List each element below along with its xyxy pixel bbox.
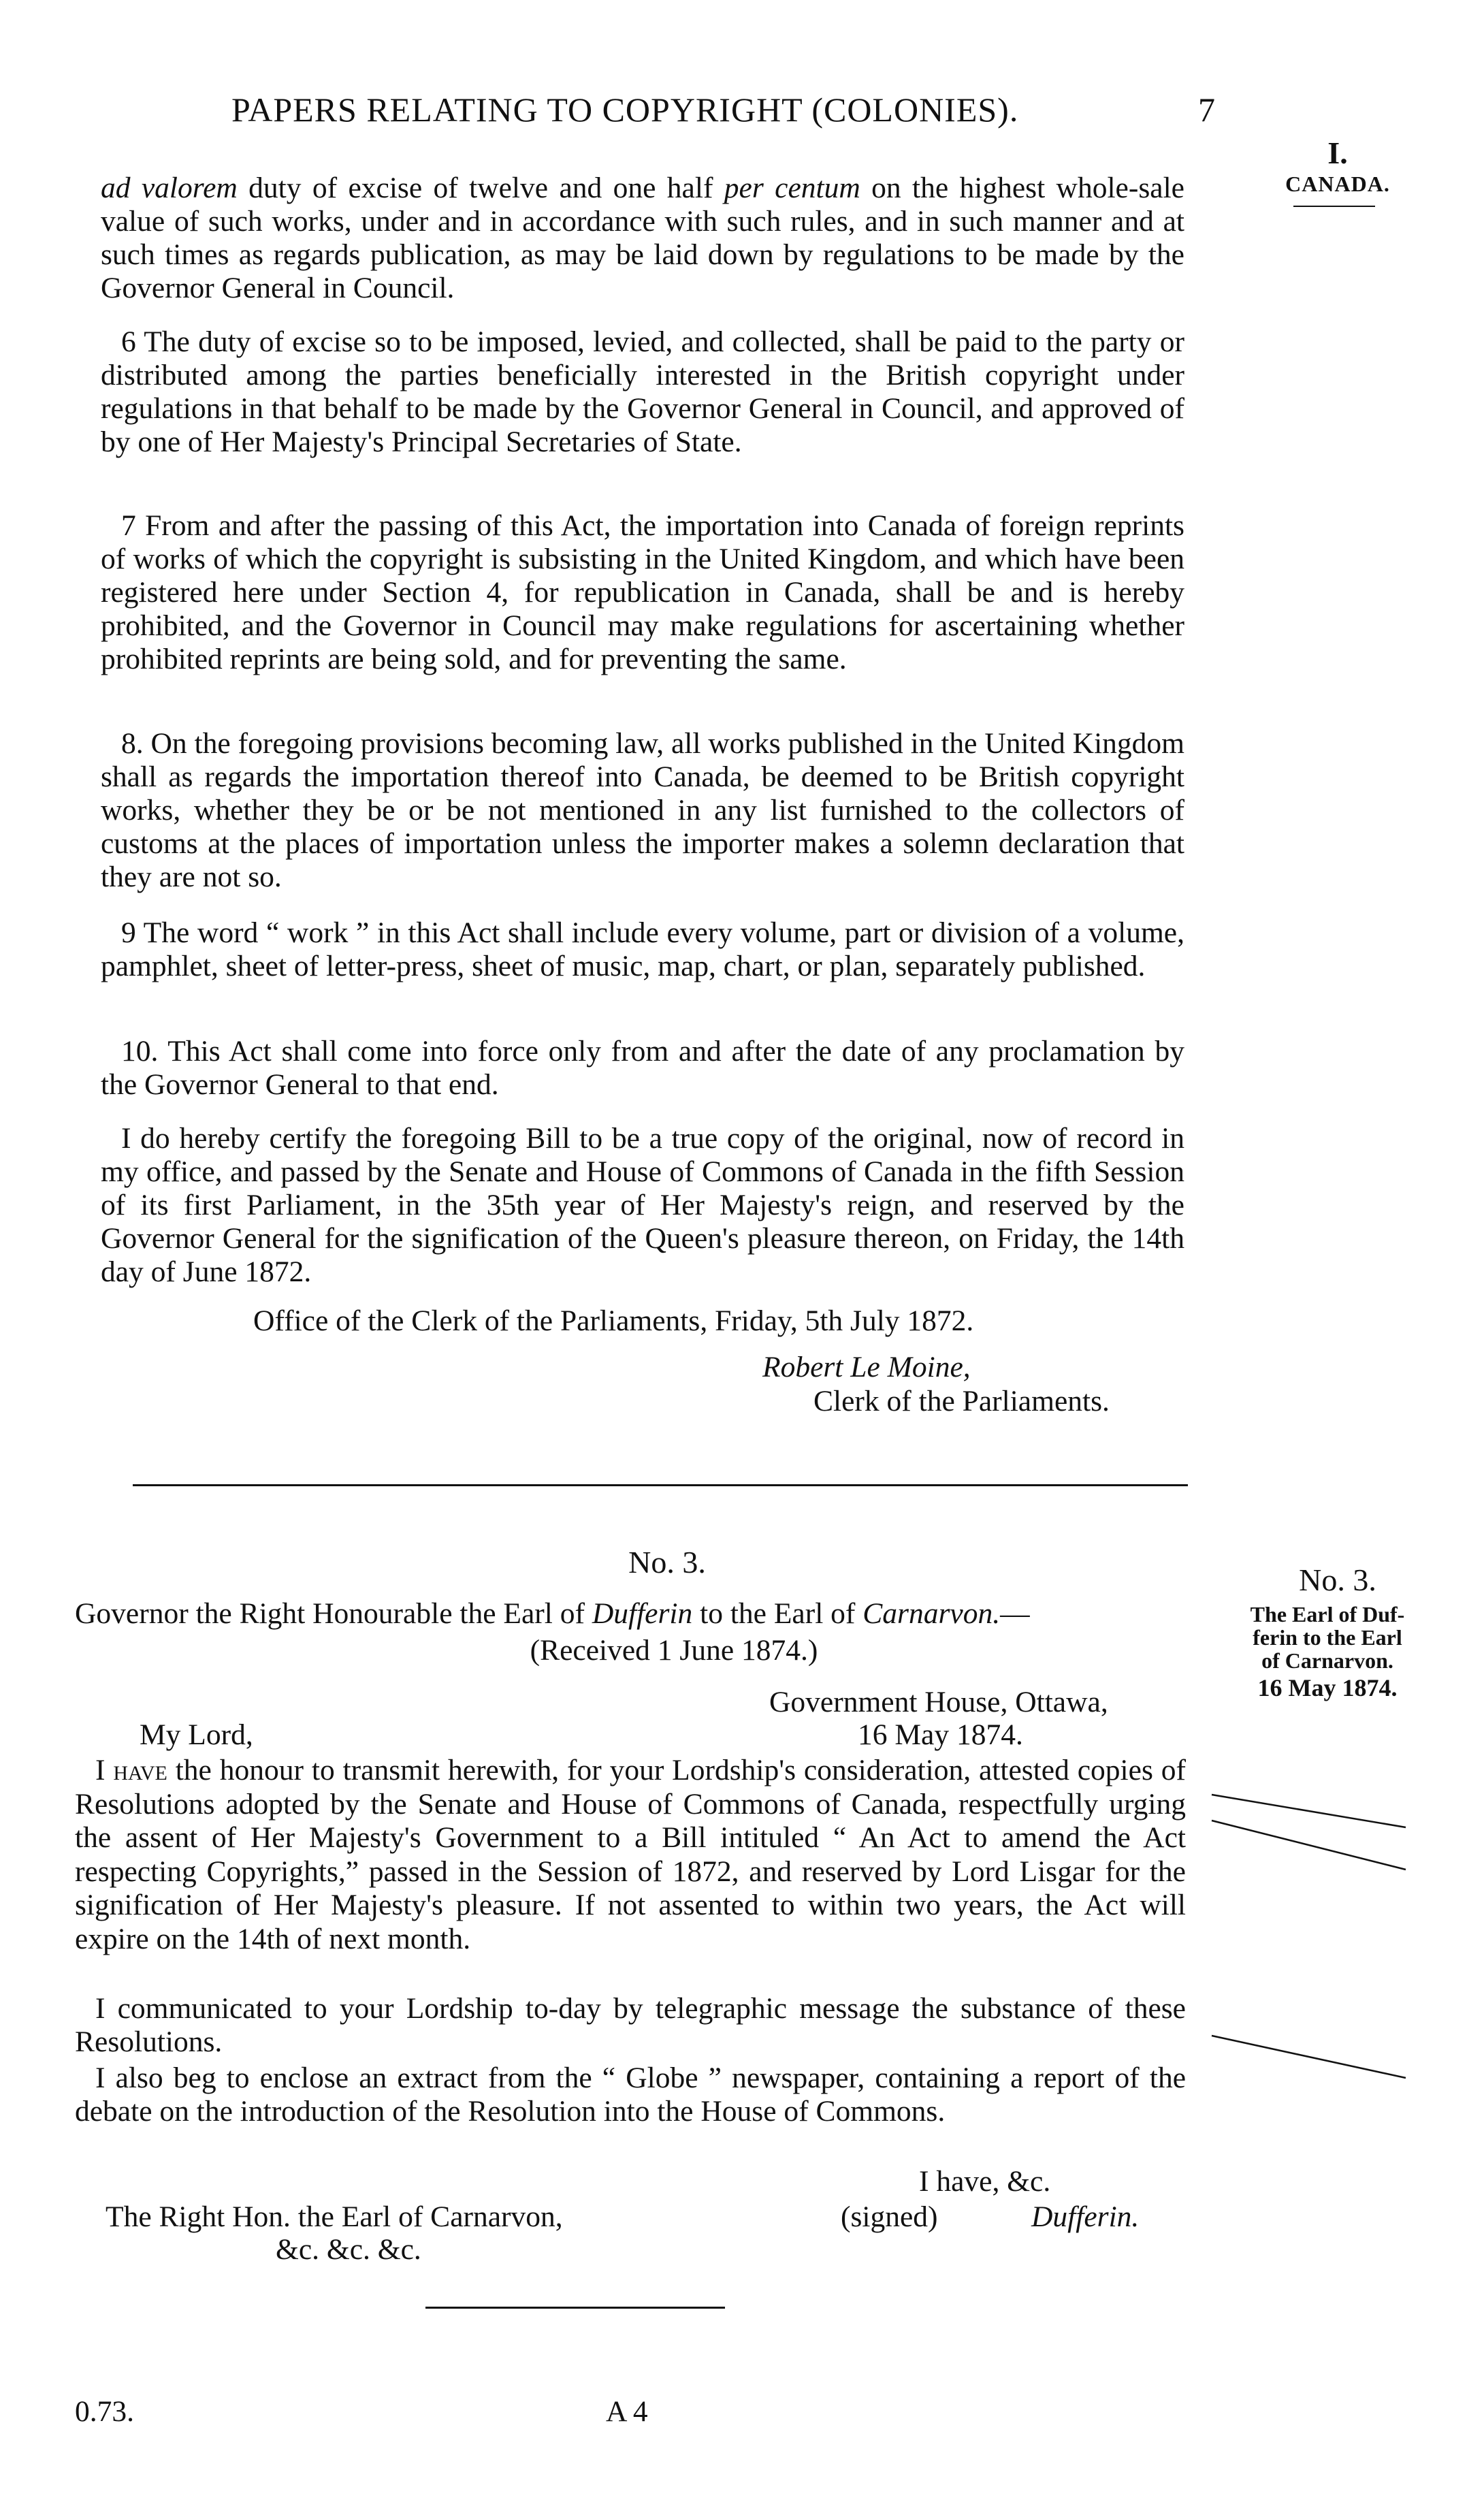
act-section-7: 7 From and after the passing of this Act, the importation into Canada of foreign reprints of works of which the copyright is subsisting in the United Kingdom, and which have been registered here under Section 4, for republication in Canada, shall be and is hereby prohibited, and the Governor in Council may make regulations for ascertaining whether prohibited reprints are being sold, and for preventing the same. — [101, 509, 1184, 675]
letter-paragraph-3: I also beg to enclose an extract from the “ Globe ” newspaper, containing a report of the debate on the introduction of the Resolution into the House of Commons. — [75, 2062, 1186, 2128]
office-dateline: Office of the Clerk of the Parliaments, Friday, 5th July 1872. — [253, 1304, 974, 1337]
sender-name: Dufferin — [592, 1597, 693, 1630]
margin-letter-number: No. 3. — [1299, 1562, 1376, 1597]
signature: Dufferin. — [1031, 2200, 1140, 2233]
received-date: (Received 1 June 1874.) — [530, 1634, 818, 1667]
margin-letter-summary: The Earl of Duf- ferin to the Earl of Carnarvon. 16 May 1874. — [1225, 1603, 1430, 1699]
act-section-6: 6 The duty of excise so to be imposed, levied, and collected, shall be paid to the party or distributed among the parties beneficially interested in the British copyright under regulations in that behalf to be made by the Governor General in Council, and approved of by one of Her Majesty's Principal Secretaries of State. — [101, 325, 1184, 458]
letter-address: Government House, Ottawa, — [769, 1686, 1108, 1718]
letter-date: 16 May 1874. — [858, 1718, 1023, 1751]
letter-number: No. 3. — [628, 1545, 706, 1580]
addressee-etc: &c. &c. &c. — [276, 2233, 421, 2266]
page-number: 7 — [1198, 91, 1216, 129]
act-paragraph-5-continued: ad valorem duty of excise of twelve and one half per centum on the highest whole-sale value of such works, under and in accordance with such rules, and in such manner and at such times as regards publication, as may be laid down by regulations to be made by the Governor General in Council. — [101, 172, 1184, 304]
margin-pen-marks — [1205, 1770, 1423, 2083]
salutation: My Lord, — [140, 1718, 253, 1751]
signed-label: (signed) — [841, 2200, 938, 2233]
letter-paragraph-1: I have the honour to transmit herewith, for your Lordship's consideration, attested copies of Resolutions adopted by the Senate and House of Commons of Canada, respectfully urging the assent of Her Majesty's Government to a Bill intituled “ An Act to amend the Act respecting Copyrights,” passed in the Session of 1872, and reserved by Lord Lisgar for the signification of Her Majesty's pleasure. If not assented to within two years, the Act will expire on the 14th of next month. — [75, 1754, 1186, 1955]
act-section-9: 9 The word “ work ” in this Act shall include every volume, part or division of a volume, pamphlet, sheet of letter-press, sheet of music, map, chart, or plan, separately published. — [101, 916, 1184, 982]
section-divider — [133, 1484, 1188, 1486]
act-section-10: 10. This Act shall come into force only from and after the date of any proclamation by the Governor General to that end. — [101, 1035, 1184, 1101]
ad-valorem-term: ad valorem — [101, 172, 238, 204]
margin-section-label: CANADA. — [1285, 172, 1390, 196]
addressee: The Right Hon. the Earl of Carnarvon, — [106, 2200, 563, 2233]
footer-signature-mark: A 4 — [606, 2395, 648, 2428]
letter-paragraph-2: I communicated to your Lordship to-day by telegraphic message the substance of these Resolutions. — [75, 1992, 1186, 2058]
footer-print-code: 0.73. — [75, 2395, 134, 2428]
page-title: PAPERS RELATING TO COPYRIGHT (COLONIES). — [231, 91, 1019, 129]
letter-heading: Governor the Right Honourable the Earl of Dufferin to the Earl of Carnarvon.— — [75, 1597, 1030, 1630]
act-section-8: 8. On the foregoing provisions becoming law, all works published in the United Kingdom shall as regards the importation thereof into Canada, be deemed to be British copyright works, whether they be or be not mentioned in any list furnished to the collectors of customs at the places of importation unless the importer makes a solemn declaration that they are not so. — [101, 727, 1184, 893]
signatory-name: Robert Le Moine, — [762, 1351, 971, 1383]
end-rule — [425, 2307, 725, 2309]
pen-stroke-3 — [1212, 2036, 1406, 2078]
margin-letter-date: 16 May 1874. — [1257, 1674, 1398, 1701]
closing: I have, &c. — [919, 2165, 1051, 2198]
recipient-name: Carnarvon. — [862, 1597, 1001, 1630]
pen-stroke-1 — [1212, 1795, 1406, 1827]
clerk-certification: I do hereby certify the foregoing Bill to be a true copy of the original, now of record in my office, and passed by the Senate and House of Commons of Canada in the fifth Session of its first Parliament, in the 35th year of Her Majesty's reign, and reserved by the Governor General for the signification of the Queen's pleasure thereon, on Friday, the 14th day of June 1872. — [101, 1122, 1184, 1288]
per-centum-term: per centum — [724, 172, 860, 204]
margin-section-rule — [1293, 206, 1375, 207]
margin-section-number: I. — [1327, 135, 1348, 170]
pen-stroke-2 — [1212, 1821, 1406, 1870]
signatory-title: Clerk of the Parliaments. — [813, 1385, 1110, 1417]
